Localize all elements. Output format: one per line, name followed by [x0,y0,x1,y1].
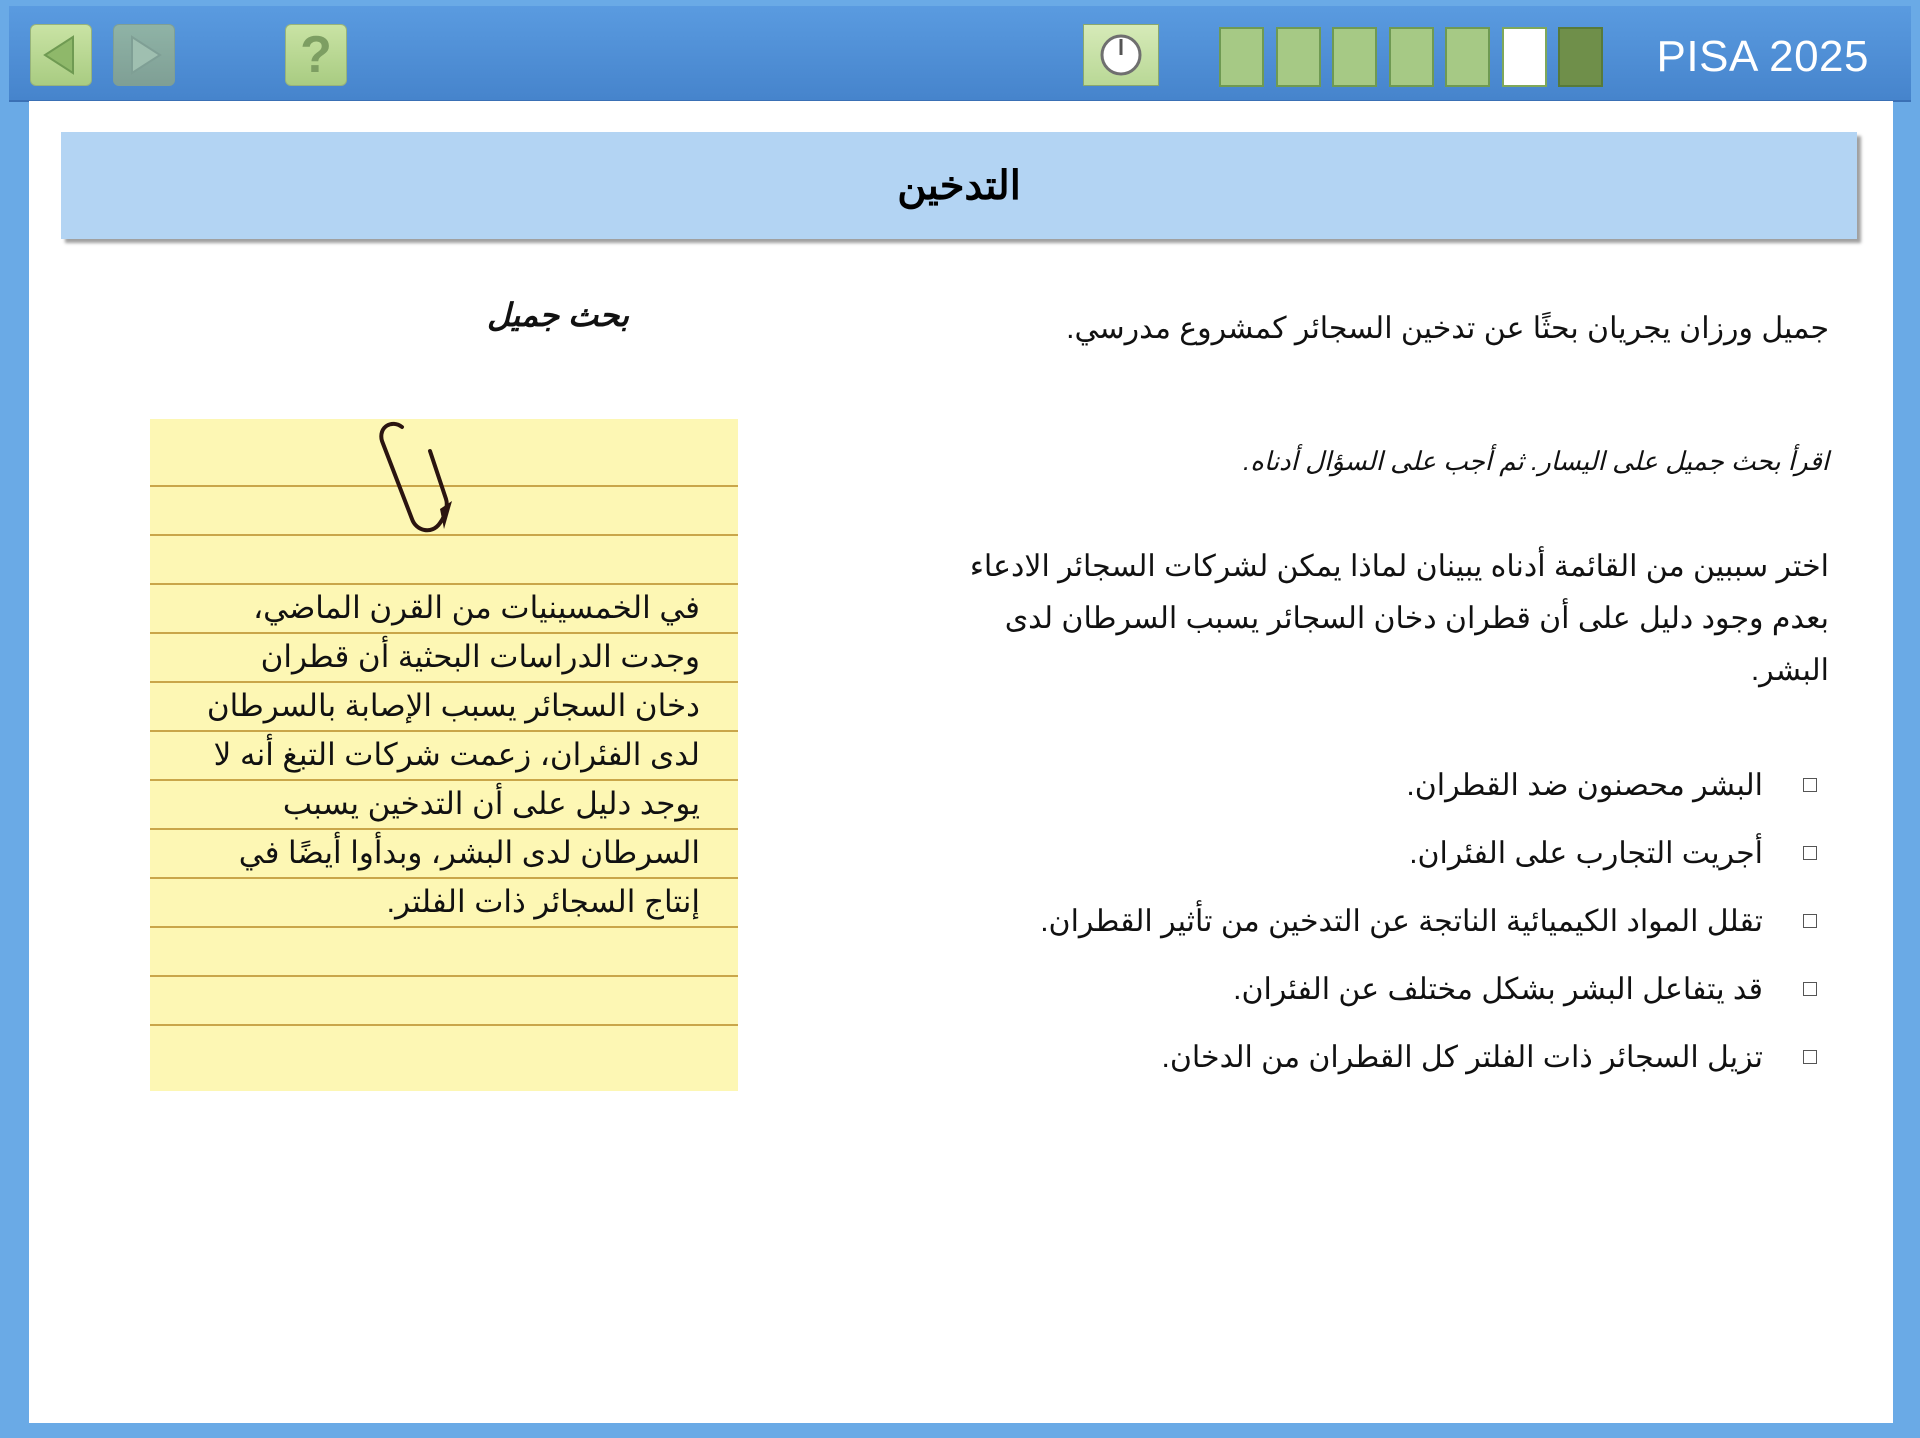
help-button[interactable] [285,24,347,86]
ruled-line [150,1024,738,1026]
checkbox[interactable] [1803,914,1817,928]
arrow-left-icon [39,33,83,77]
progress-cell [1276,27,1321,87]
option-label: البشر محصنون ضد القطران. [1406,768,1763,802]
progress-cell [1502,27,1547,87]
option-4[interactable] [929,955,1829,1023]
progress-cell [1445,27,1490,87]
arrow-right-icon [122,33,166,77]
research-title: بحث جميل [486,297,629,333]
option-3[interactable] [929,887,1829,955]
research-text: في الخمسينيات من القرن الماضي، وجدت الدراسات البحثية أن قطران دخان السجائر يسبب الإصابة بالسرطان لدى الفئران، زعمت شركات التبغ أنه لا يوجد دليل على أن التدخين يسبب السرطان لدى البشر، وبدأوا أيضًا في إنتاج السجائر ذات الفلتر. [206,590,700,919]
help-label: ? [300,26,332,84]
timer [1083,24,1159,86]
option-label: تزيل السجائر ذات الفلتر كل القطران من الدخان. [1161,1040,1763,1074]
option-1[interactable] [929,751,1829,819]
progress-cell [1219,27,1264,87]
question-text: اختر سببين من القائمة أدناه يبينان لماذا يمكن لشركات السجائر الادعاء بعدم وجود دليل على أن قطران دخان السجائر يسبب السرطان لدى البشر. [969,550,1829,687]
brand-label: PISA 2025 [1656,32,1869,81]
option-2[interactable] [929,819,1829,887]
unit-title-bar [61,132,1857,239]
option-label: تقلل المواد الكيميائية الناتجة عن التدخين من تأثير القطران. [1040,904,1763,938]
checkbox[interactable] [1803,846,1817,860]
ruled-line [150,975,738,977]
notepad [150,419,738,1091]
checkbox[interactable] [1803,982,1817,996]
progress-cell [1558,27,1603,87]
option-5[interactable] [929,1023,1829,1091]
forward-button[interactable] [113,24,175,86]
intro-text: جميل ورزان يجريان بحثًا عن تدخين السجائر كمشروع مدرسي. [1066,312,1829,345]
unit-title: التدخين [897,163,1021,208]
ruled-line [150,926,738,928]
back-button[interactable] [30,24,92,86]
option-label: قد يتفاعل البشر بشكل مختلف عن الفئران. [1233,972,1763,1006]
paperclip-icon [370,409,480,539]
toolbar [9,6,1911,102]
checkbox[interactable] [1803,1050,1817,1064]
clock-icon [1098,32,1144,78]
progress-cell [1332,27,1377,87]
option-label: أجريت التجارب على الفئران. [1409,836,1763,870]
progress-cell [1389,27,1434,87]
content-area [29,101,1893,1423]
checkbox[interactable] [1803,778,1817,792]
answer-options [929,751,1829,1091]
instruction-text: اقرأ بحث جميل على اليسار. ثم أجب على السؤال أدناه. [1243,446,1829,476]
